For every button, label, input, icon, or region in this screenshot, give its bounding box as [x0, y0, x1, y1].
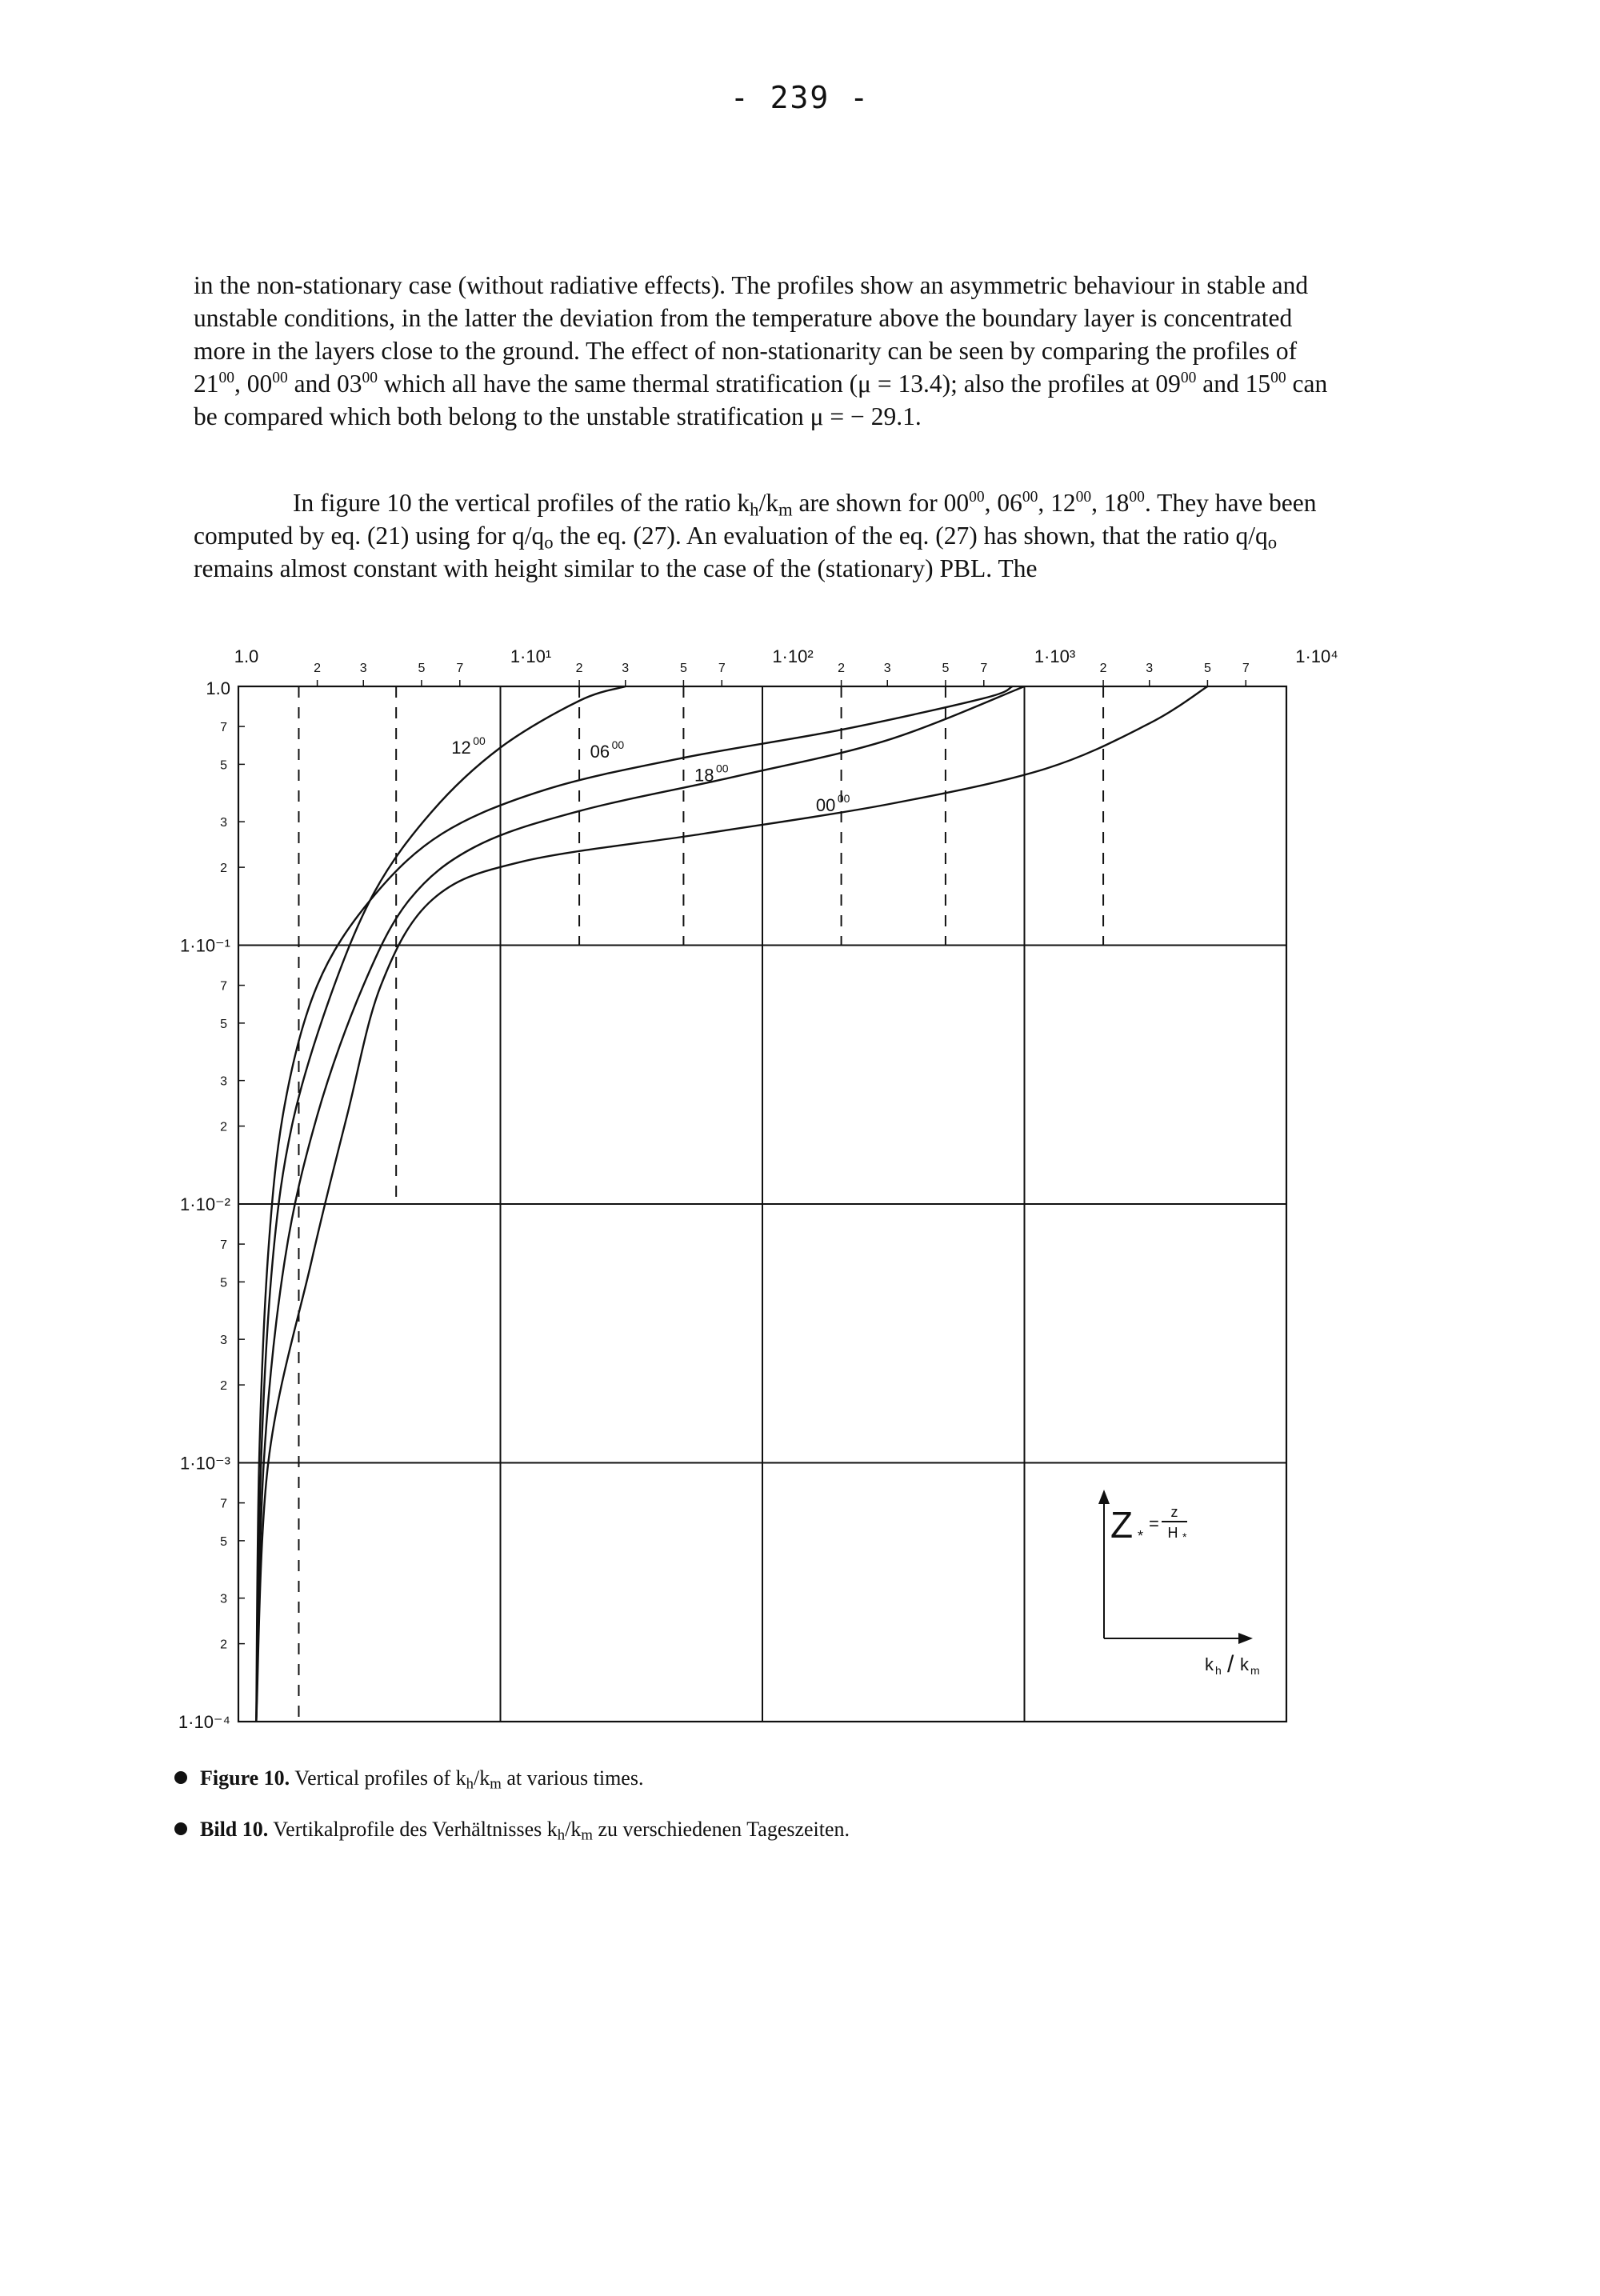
x-minor-tick-label: 3: [883, 662, 891, 675]
inset-slash: /: [1227, 1651, 1234, 1678]
figure-caption-de: Bild 10. Vertikalprofile des Verhältnisses $k_h/k_m$ zu verschiedenen Tageszeiten.: [174, 1818, 850, 1842]
x-minor-tick-label: 2: [838, 662, 846, 675]
x-decade-label: 1·10⁴: [1295, 646, 1338, 666]
y-minor-tick-label: 3: [220, 1592, 227, 1606]
y-minor-tick-label: 2: [220, 1379, 227, 1394]
inset-numerator: z: [1170, 1504, 1178, 1520]
y-minor-tick-label: 5: [220, 1534, 227, 1549]
inset-equals: =: [1149, 1514, 1159, 1534]
inset-z-subscript: *: [1138, 1528, 1144, 1544]
inset-denominator: H: [1167, 1525, 1178, 1541]
axis-inset: [1098, 1490, 1260, 1678]
axis-ticks: [238, 680, 1246, 1644]
x-minor-tick-label: 7: [718, 662, 726, 675]
inset-denominator-subscript: *: [1182, 1530, 1187, 1543]
x-minor-tick-label: 2: [1099, 662, 1107, 675]
x-decade-label: 1·10³: [1034, 646, 1076, 666]
x-minor-tick-label: 5: [942, 662, 950, 675]
series-label-06: 06: [590, 742, 610, 762]
series-label-sup-12: 00: [473, 734, 486, 747]
series-label-sup-00: 00: [837, 791, 850, 805]
y-minor-tick-label: 7: [220, 721, 227, 735]
x-minor-tick-label: 7: [456, 662, 464, 675]
y-minor-tick-label: 5: [220, 1276, 227, 1290]
inset-k-m: k: [1240, 1654, 1249, 1674]
series-label-12: 12: [451, 737, 471, 758]
x-minor-tick-label: 7: [980, 662, 988, 675]
y-decade-label: 1.0: [206, 678, 230, 698]
inset-z-symbol: Z: [1110, 1504, 1134, 1546]
x-minor-tick-label: 3: [622, 662, 630, 675]
y-minor-tick-label: 5: [220, 758, 227, 773]
page-number: - 239 -: [730, 80, 870, 115]
series-label-18: 18: [694, 765, 714, 786]
x-minor-tick-label: 2: [575, 662, 583, 675]
x-minor-tick-label: 7: [1242, 662, 1250, 675]
y-decade-label: 1·10⁻³: [180, 1453, 230, 1474]
y-minor-tick-label: 7: [220, 1497, 227, 1511]
bullet-icon: [174, 1771, 187, 1784]
y-decade-label: 1·10⁻⁴: [178, 1712, 230, 1732]
x-decade-label: 1·10¹: [510, 646, 552, 666]
x-minor-tick-label: 2: [314, 662, 322, 675]
inset-k-m-subscript: m: [1250, 1664, 1260, 1677]
series-label-sup-18: 00: [715, 762, 729, 775]
paragraph-2-text: In figure 10 the vertical profiles of the ratio $k_h/k_m$ are shown for $00^{00}$, $06^{00}$, $12^{00}$, $18^{00}$. They have been computed by eq. (21) using for $q/q_o$ the eq. (27). An evaluation of the eq. (27) has shown, that the ratio $q/q_o$ remains almost constant with height similar to the case of the (stationary) PBL. The: [194, 488, 1317, 582]
axis-labels: [178, 646, 1338, 1732]
inset-k-h: k: [1205, 1654, 1214, 1674]
arrow-right-icon: [1238, 1633, 1253, 1644]
y-minor-tick-label: 5: [220, 1017, 227, 1031]
y-minor-tick-label: 3: [220, 1334, 227, 1348]
y-minor-tick-label: 7: [220, 979, 227, 994]
bullet-icon: [174, 1822, 187, 1835]
x-minor-tick-label: 5: [679, 662, 687, 675]
x-minor-tick-label: 5: [1203, 662, 1211, 675]
y-minor-tick-label: 2: [220, 1120, 227, 1134]
x-minor-tick-label: 3: [359, 662, 367, 675]
series-label-00: 00: [815, 794, 836, 815]
x-decade-label: 1.0: [234, 646, 259, 666]
figure-caption-en: Figure 10. Vertical profiles of $k_h/k_m$ at various times.: [174, 1766, 643, 1790]
series-label-sup-06: 00: [611, 738, 625, 752]
y-decade-label: 1·10⁻²: [180, 1194, 230, 1214]
y-decade-label: 1·10⁻¹: [180, 935, 230, 956]
y-minor-tick-label: 3: [220, 1074, 227, 1089]
y-minor-tick-label: 2: [220, 1638, 227, 1652]
x-minor-tick-label: 3: [1146, 662, 1154, 675]
y-minor-tick-label: 3: [220, 816, 227, 830]
inset-k-h-subscript: h: [1215, 1664, 1222, 1677]
y-minor-tick-label: 7: [220, 1238, 227, 1253]
x-decade-label: 1·10²: [772, 646, 814, 666]
y-minor-tick-label: 2: [220, 862, 227, 876]
arrow-up-icon: [1098, 1490, 1110, 1504]
paragraph-1-text: in the non-stationary case (without radiative effects). The profiles show an asymmetric behaviour in stable and unstable conditions, in the latter the deviation from the temperature above the boundary layer is concentrated more in the layers close to the ground. The effect of non-stationarity can be seen by comparing the profiles of $21^{00}$, $00^{00}$ and $03^{00}$ which all have the same thermal stratification (μ = 13.4); also the profiles at $09^{00}$ and $15^{00}$ can be compared which both belong to the unstable stratification μ = − 29.1.: [194, 271, 1328, 430]
x-minor-tick-label: 5: [418, 662, 426, 675]
